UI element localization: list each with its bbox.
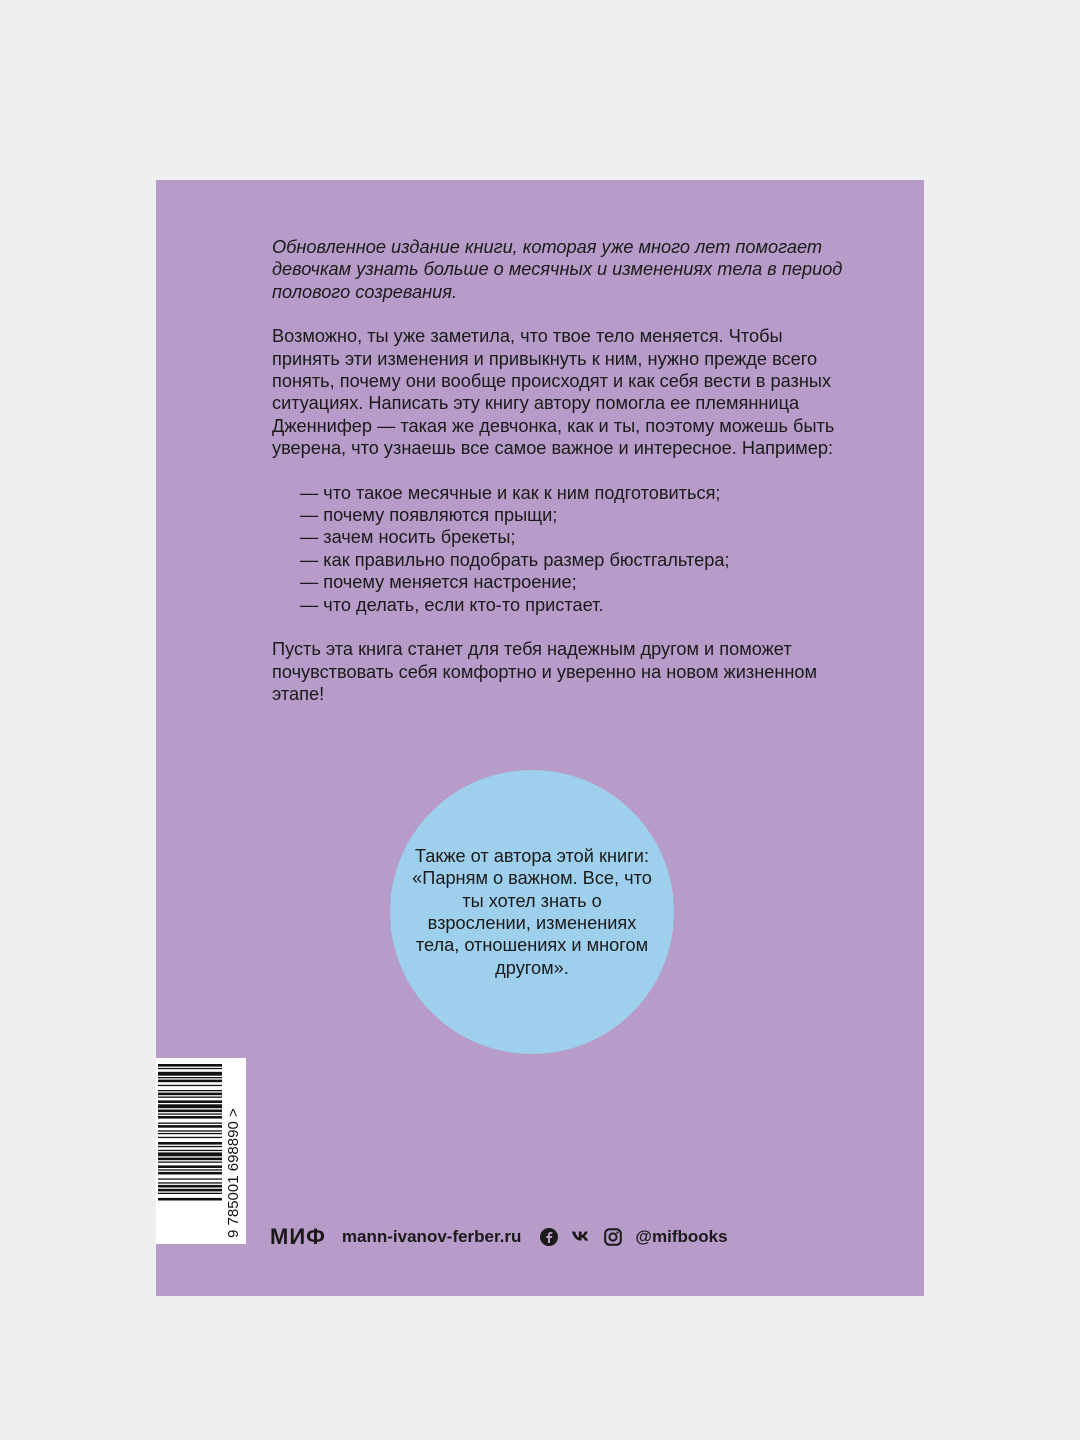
- topics-list: [272, 482, 852, 616]
- description-paragraph-1: Возможно, ты уже заметила, что твое тело меняется. Чтобы принять эти изменения и привыкнуть к ним, нужно прежде всего понять, почему они вообще происходят и как себя вести в разных ситуациях. Написать эту книгу автору помогла ее племянница Дженнифер — такая же девчонка, как и ты, поэтому можешь быть уверена, что узнаешь все самое важное и интересное. Например:: [272, 326, 835, 459]
- barcode-bar: [158, 1146, 222, 1147]
- publisher-website[interactable]: mann-ivanov-ferber.ru: [341, 1227, 522, 1246]
- barcode-bar: [158, 1068, 222, 1069]
- barcode-bar: [158, 1080, 222, 1083]
- barcode-bar: [158, 1093, 222, 1096]
- barcode-bar: [158, 1116, 222, 1119]
- barcode-bar: [158, 1189, 222, 1192]
- also-by-author-text: Также от автора этой книги: «Парням о важном. Все, что ты хотел знать о взрослении, изменениях тела, отношениях и многом другом».: [412, 845, 652, 978]
- barcode-bar: [158, 1162, 222, 1163]
- barcode-bar: [158, 1125, 222, 1128]
- barcode-bar: [158, 1123, 222, 1124]
- barcode-bar: [158, 1072, 222, 1076]
- isbn-barcode: [156, 1058, 246, 1244]
- intro-text: Обновленное издание книги, которая уже много лет помогает девочкам узнать больше о месячных и изменениях тела в период полового созревания.: [272, 237, 843, 302]
- description-paragraph-2: Пусть эта книга станет для тебя надежным другом и поможет почувствовать себя комфортно и уверенно на новом жизненном этапе!: [272, 639, 818, 704]
- barcode-bar: [158, 1169, 222, 1170]
- barcode-bar: [158, 1100, 222, 1103]
- barcode-bar: [158, 1142, 222, 1145]
- barcode-bar: [158, 1150, 222, 1151]
- barcode-bar: [158, 1185, 222, 1188]
- barcode-bar: [158, 1172, 222, 1175]
- list-item: — что делать, если кто-то пристает.: [300, 594, 604, 615]
- barcode-bar: [158, 1090, 222, 1091]
- barcode-bar: [158, 1133, 222, 1134]
- barcode-bar: [158, 1113, 222, 1114]
- barcode-bar: [158, 1077, 222, 1078]
- barcode-bar: [158, 1158, 222, 1161]
- barcode-bar: [158, 1130, 222, 1131]
- vk-icon[interactable]: [571, 1227, 591, 1247]
- barcode-bar: [158, 1097, 222, 1098]
- barcode-bar: [158, 1182, 222, 1183]
- barcode-bar: [158, 1165, 222, 1168]
- publisher-logo: МИФ: [270, 1224, 326, 1249]
- barcode-bar: [158, 1193, 222, 1194]
- publisher-footer: [270, 1224, 728, 1250]
- barcode-digits: 9 785001 698890 >: [225, 1108, 242, 1238]
- list-item: — что такое месячные и как к ним подготовиться;: [300, 482, 721, 503]
- barcode-bar: [158, 1110, 222, 1113]
- barcode-bar: [158, 1104, 222, 1108]
- barcode-bar: [158, 1152, 222, 1156]
- also-by-author-badge: [390, 770, 674, 1054]
- barcode-bar: [158, 1064, 222, 1067]
- instagram-icon[interactable]: [603, 1227, 623, 1247]
- barcode-graphic: [156, 1058, 246, 1244]
- list-item: — почему появляются прыщи;: [300, 505, 558, 526]
- barcode-bar: [158, 1198, 222, 1201]
- list-item: — как правильно подобрать размер бюстгальтера;: [300, 549, 730, 570]
- list-item: — зачем носить брекеты;: [300, 527, 516, 548]
- description-block: [272, 236, 852, 727]
- list-item: — почему меняется настроение;: [300, 572, 577, 593]
- barcode-bar: [158, 1137, 222, 1138]
- book-back-cover: [156, 180, 924, 1296]
- social-handle[interactable]: @mifbooks: [635, 1227, 728, 1246]
- barcode-bar: [158, 1178, 222, 1179]
- barcode-bar: [158, 1085, 222, 1086]
- facebook-icon[interactable]: [539, 1227, 559, 1247]
